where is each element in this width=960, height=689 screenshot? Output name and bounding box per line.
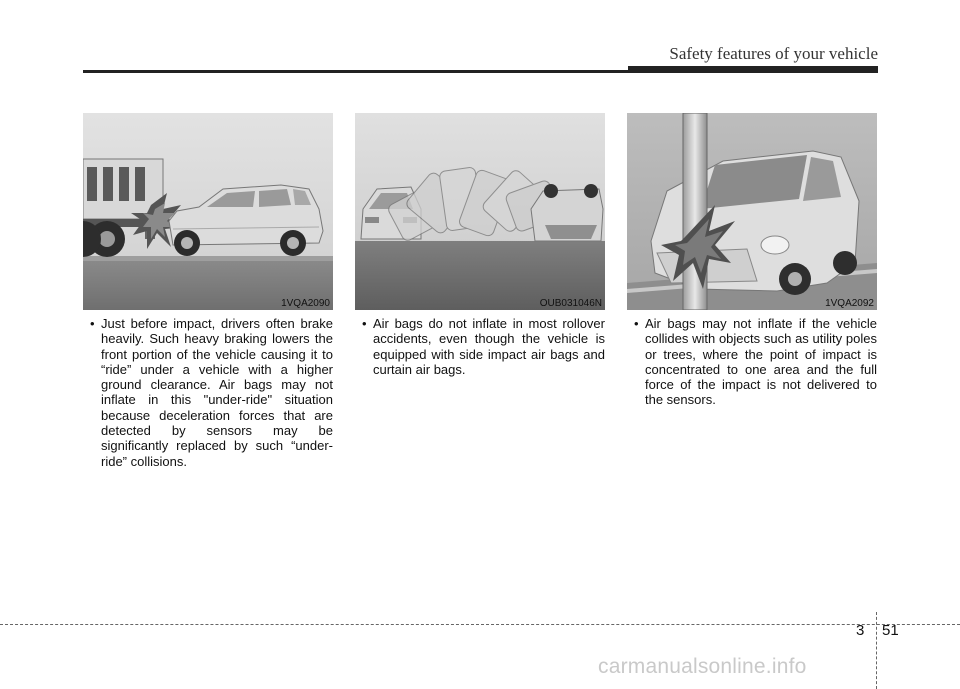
column-pole-impact: [627, 113, 877, 408]
rollover-illustration: [355, 113, 605, 310]
under-ride-illustration: [83, 113, 333, 310]
paragraph-pole-impact: [627, 316, 877, 408]
column-rollover: [355, 113, 605, 377]
page-number: 51: [882, 622, 899, 639]
header-rule-accent: [628, 66, 878, 73]
footer-rule: [0, 624, 960, 625]
watermark-text: carmanualsonline.info: [598, 655, 807, 678]
paragraph-text: Air bags do not inflate in most rollover accidents, even though the vehicle is equipped with side impact air bags and curtain air bags.: [373, 316, 605, 377]
figure-code: 1VQA2092: [825, 298, 874, 309]
paragraph-rollover: [355, 316, 605, 377]
figure-code: 1VQA2090: [281, 298, 330, 309]
figure-under-ride-collision: [83, 113, 333, 310]
column-under-ride: [83, 113, 333, 469]
page-header-title: Safety features of your vehicle: [669, 44, 878, 63]
paragraph-text: Just before impact, drivers often brake heavily. Such heavy braking lowers the front portion of the vehicle causing it to “ride” under a vehicle with a higher ground clearance. Air bags may not inflate in this "under-ride" situation because deceleration forces that are detected by sensors may be significantly replaced by such “under-ride” collisions.: [101, 316, 333, 469]
bullet: •: [90, 316, 95, 331]
figure-code: OUB031046N: [539, 298, 602, 309]
bullet: •: [634, 316, 639, 331]
chapter-number: 3: [856, 622, 865, 639]
pole-collision-illustration: [627, 113, 877, 310]
figure-rollover-accident: [355, 113, 605, 310]
paragraph-under-ride: [83, 316, 333, 469]
footer-separator: [876, 612, 877, 689]
figure-pole-collision: [627, 113, 877, 310]
paragraph-text: Air bags may not inflate if the vehicle collides with objects such as utility poles or trees, where the point of impact is concentrated to one area and the full force of the impact is not delivered to the sensors.: [645, 316, 877, 408]
bullet: •: [362, 316, 367, 331]
